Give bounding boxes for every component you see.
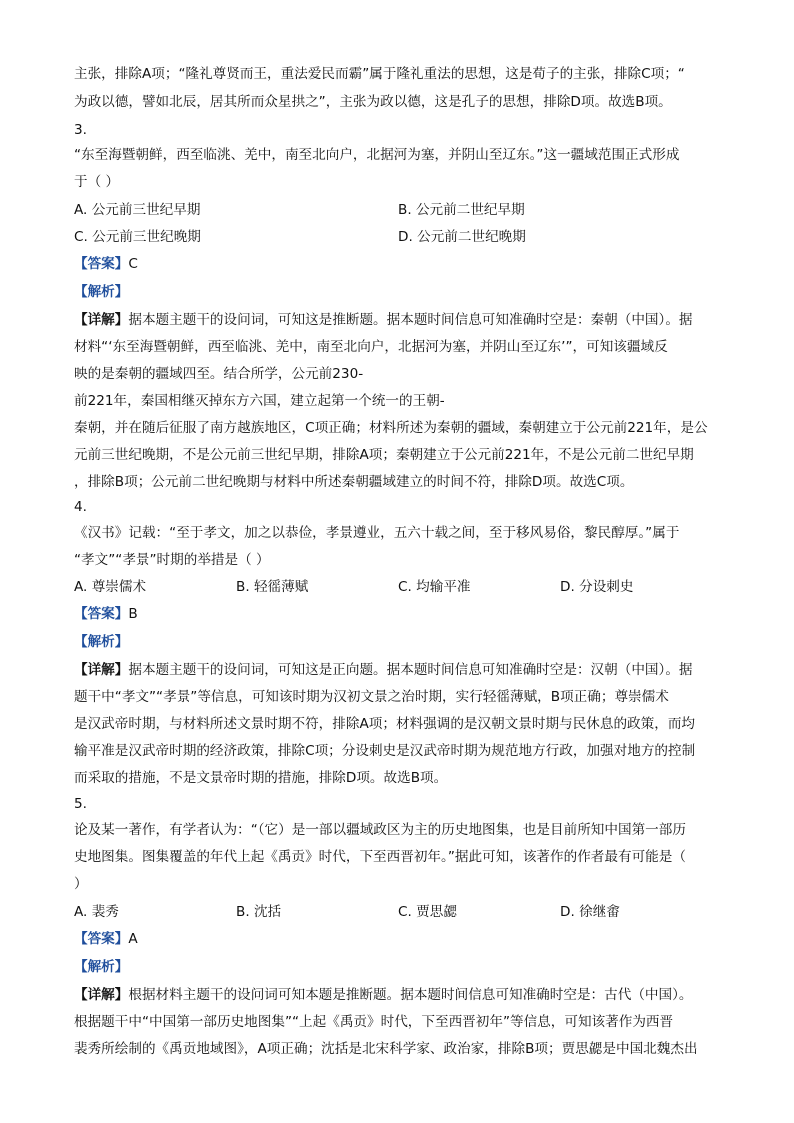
detail-line: 裴秀所绘制的《禹贡地域图》，A项正确；沈括是北宋科学家、政治家，排除B项；贾思勰是中国北魏杰出: [74, 1041, 698, 1057]
answer-line: [74, 929, 138, 949]
detail-line: [74, 310, 693, 330]
option-d: D. 分设刺史: [560, 579, 634, 595]
detail-line: 是汉武帝时期，与材料所述文景时期不符，排除A项；材料强调的是汉朝文景时期与民休息的政策，而均: [74, 716, 696, 732]
answer-value: B: [128, 606, 138, 622]
analysis-tag: [74, 632, 128, 652]
question-number: 4.: [74, 499, 87, 515]
detail-line: [74, 985, 693, 1005]
question-stem: 史地图集。图集覆盖的年代上起《禹贡》时代，下至西晋初年。”据此可知，该著作的作者最有可能是（: [74, 849, 686, 865]
question-stem: 论及某一著作，有学者认为：“（它）是一部以疆域政区为主的历史地图集，也是目前所知中国第一部历: [74, 822, 686, 838]
prev-analysis-line: 主张，排除A项；“隆礼尊贤而王，重法爱民而霸”属于隆礼重法的思想，这是荀子的主张，排除C项；“: [74, 66, 685, 82]
detail-line: 而采取的措施，不是文景帝时期的措施，排除D项。故选B项。: [74, 770, 448, 786]
option-d: D. 公元前二世纪晚期: [398, 229, 526, 245]
detail-line: 题干中“孝文”“孝景”等信息，可知该时期为汉初文景之治时期，实行轻徭薄赋，B项正确；尊崇儒术: [74, 689, 669, 705]
question-stem: “孝文”“孝景”时期的举措是（ ）: [74, 552, 270, 568]
detail-line: 元前三世纪晚期，不是公元前三世纪早期，排除A项；秦朝建立于公元前221年，不是公元前二世纪早期: [74, 447, 694, 463]
option-b: B. 公元前二世纪早期: [398, 202, 525, 218]
option-a: A. 裴秀: [74, 904, 119, 920]
analysis-tag: [74, 957, 128, 977]
detail-line: ，排除B项；公元前二世纪晚期与材料中所述秦朝疆域建立的时间不符，排除D项。故选C项。: [74, 474, 634, 490]
detail-line: [74, 660, 693, 680]
detail-text: 据本题主题干的设问词，可知这是正向题。据本题时间信息可知准确时空是：汉朝（中国）。据: [128, 662, 693, 678]
answer-line: [74, 254, 138, 274]
option-a: A. 尊崇儒术: [74, 579, 147, 595]
detail-tag: 【详解】: [74, 987, 129, 1003]
answer-tag: 【答案】: [74, 606, 129, 622]
question-number: 5.: [74, 796, 87, 812]
analysis-label: 【解析】: [74, 284, 129, 300]
option-c: C. 均输平准: [398, 579, 471, 595]
analysis-label: 【解析】: [74, 634, 129, 650]
detail-line: 根据题干中“中国第一部历史地图集”“上起《禹贡》时代，下至西晋初年”等信息，可知该著作为西晋: [74, 1014, 674, 1030]
detail-tag: 【详解】: [74, 662, 129, 678]
detail-line: 前221年，秦国相继灭掉东方六国，建立起第一个统一的王朝-: [74, 393, 445, 409]
question-stem: 于（ ）: [74, 174, 120, 190]
question-stem: 《汉书》记载：“至于孝文，加之以恭俭，孝景遵业，五六十载之间，至于移风易俗，黎民醇厚。”属于: [74, 525, 680, 541]
answer-value: A: [128, 931, 138, 947]
option-d: D. 徐继畬: [560, 904, 620, 920]
option-a: A. 公元前三世纪早期: [74, 202, 201, 218]
option-c: C. 公元前三世纪晚期: [74, 229, 201, 245]
detail-text: 根据材料主题干的设问词可知本题是推断题。据本题时间信息可知准确时空是：古代（中国）。: [128, 987, 693, 1003]
prev-analysis-line: 为政以德，譬如北辰，居其所而众星拱之”，主张为政以德，这是孔子的思想，排除D项。故选B项。: [74, 94, 672, 110]
option-b: B. 沈括: [236, 904, 282, 920]
question-stem: ）: [74, 876, 88, 892]
answer-tag: 【答案】: [74, 931, 129, 947]
question-stem: “东至海暨朝鲜，西至临洮、羌中，南至北向户，北据河为塞，并阴山至辽东。”这一疆域范围正式形成: [74, 147, 680, 163]
answer-tag: 【答案】: [74, 256, 129, 272]
answer-value: C: [128, 256, 138, 272]
question-number: 3.: [74, 122, 87, 138]
option-b: B. 轻徭薄赋: [236, 579, 309, 595]
detail-tag: 【详解】: [74, 312, 129, 328]
option-c: C. 贾思勰: [398, 904, 457, 920]
detail-line: 材料“‘东至海暨朝鲜，西至临洮、羌中，南至北向户，北据河为塞，并阴山至辽东’”，可知该疆域反: [74, 339, 668, 355]
detail-text: 据本题主题干的设问词，可知这是推断题。据本题时间信息可知准确时空是：秦朝（中国）。据: [128, 312, 693, 328]
detail-line: 输平准是汉武帝时期的经济政策，排除C项；分设刺史是汉武帝时期为规范地方行政，加强对地方的控制: [74, 743, 696, 759]
detail-line: 映的是秦朝的疆域四至。结合所学，公元前230-: [74, 366, 364, 382]
detail-line: 秦朝，并在随后征服了南方越族地区，C项正确；材料所述为秦朝的疆域，秦朝建立于公元前221年，是公: [74, 420, 708, 436]
analysis-tag: [74, 282, 128, 302]
analysis-label: 【解析】: [74, 959, 129, 975]
answer-line: [74, 604, 138, 624]
